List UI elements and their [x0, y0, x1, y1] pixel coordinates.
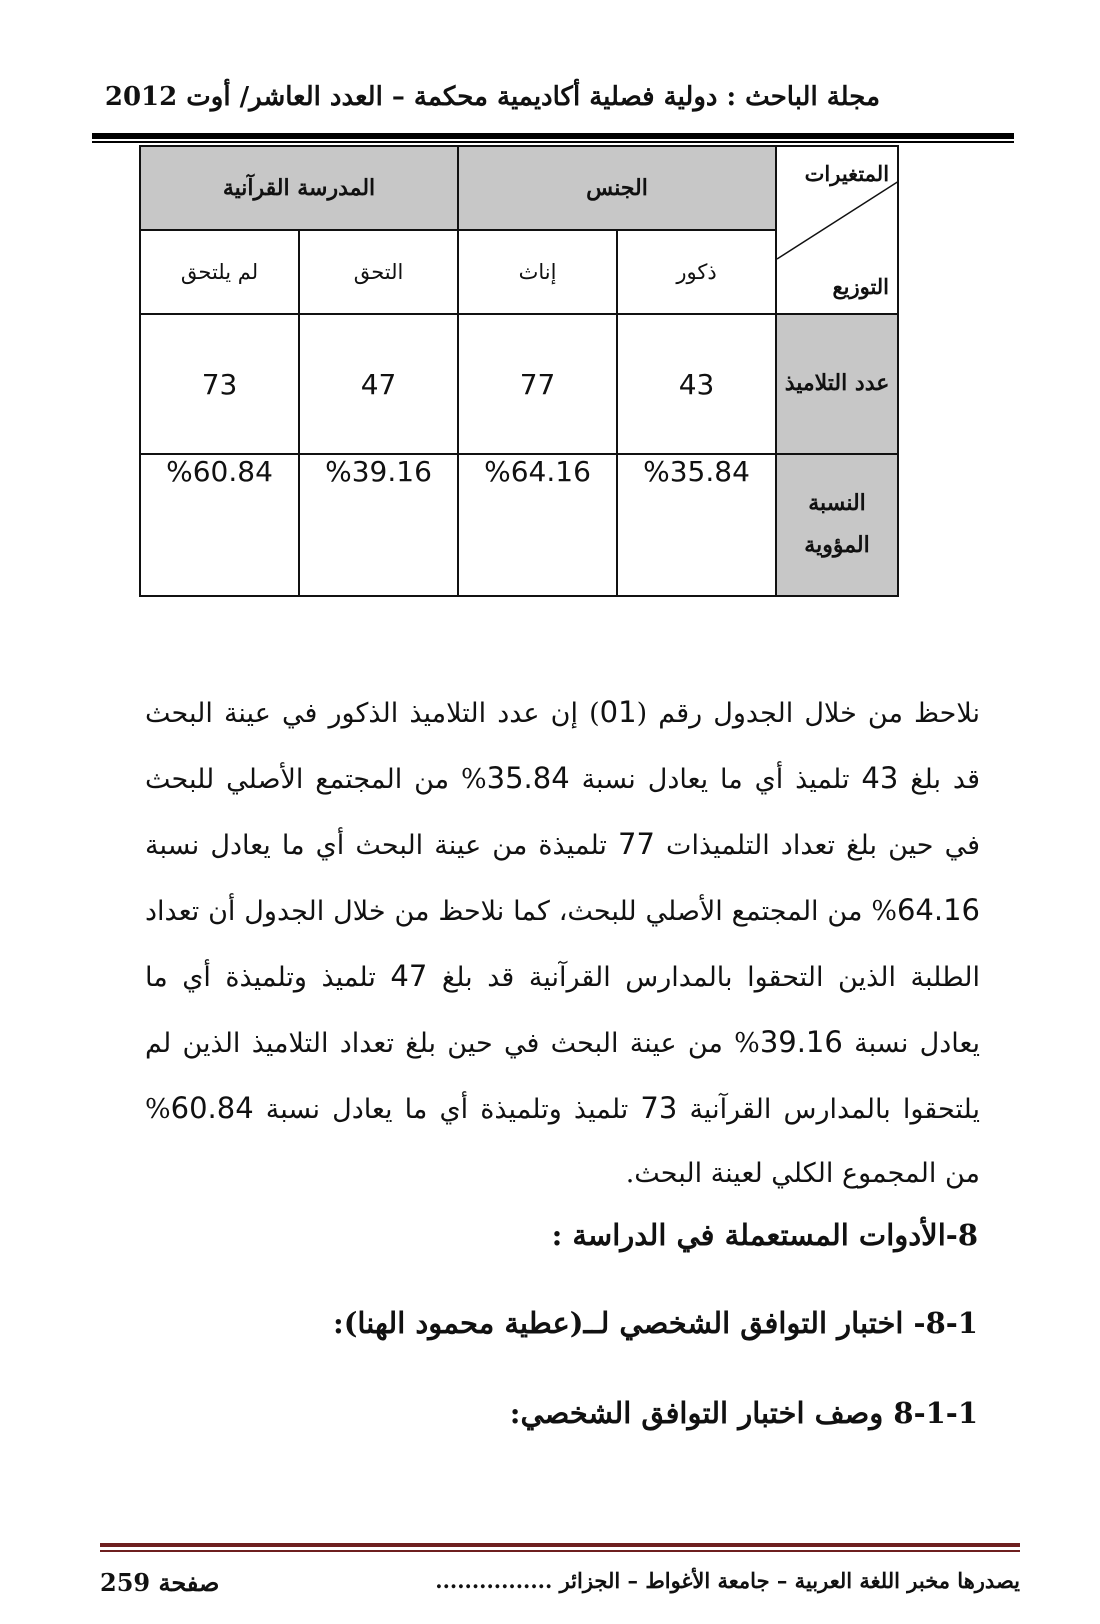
count-females-cell: 77	[458, 314, 617, 454]
para-text: % من المجتمع الأصلي للبحث، كما نلاحظ من خلال الجدول أن تعداد الطلبة الذين التحقوا بالمدارس القرآنية قد بلغ	[145, 896, 980, 993]
page-number: صفحة 259	[100, 1568, 220, 1597]
para-text: تلميذ أي ما يعادل نسبة	[569, 764, 862, 795]
pct-females-cell: %64.16	[458, 454, 617, 596]
para-text: نلاحظ من خلال الجدول رقم (	[636, 698, 980, 729]
para-number: 39.16	[759, 1025, 843, 1059]
row-count-label: عدد التلاميذ	[776, 314, 898, 454]
table-corner-cell	[776, 146, 898, 314]
para-text: تلميذ وتلميذة أي ما يعادل نسبة	[253, 1094, 641, 1125]
para-number: 64.16	[896, 893, 981, 927]
para-number: 77	[618, 827, 655, 861]
table-row	[140, 454, 898, 596]
distribution-table	[139, 145, 899, 597]
corner-distribution-label: التوزيع	[832, 274, 890, 299]
sub-joined-header: التحق	[299, 230, 458, 314]
body-paragraph	[145, 680, 980, 1206]
count-males-cell: 43	[617, 314, 776, 454]
section-heading-test-description: 8-1-1 وصف اختبار التوافق الشخصي:	[509, 1396, 978, 1430]
pct-not-joined-cell: %60.84	[140, 454, 299, 596]
section-heading-tools: 8-الأدوات المستعملة في الدراسة :	[551, 1218, 978, 1252]
para-number: 60.84	[170, 1091, 254, 1125]
sub-not-joined-header: لم يلتحق	[140, 230, 299, 314]
header-rule-thin	[92, 141, 1014, 143]
pct-joined-cell: %39.16	[299, 454, 458, 596]
sub-females-header: إناث	[458, 230, 617, 314]
para-text: % من عينة البحث في حين بلغ تعداد التلاميذ الذين لم يلتحقوا بالمدارس القرآنية	[145, 1028, 980, 1125]
group-gender-header: الجنس	[458, 146, 776, 230]
group-school-header: المدرسة القرآنية	[140, 146, 458, 230]
header-rule-thick	[92, 133, 1014, 139]
sub-males-header: ذكور	[617, 230, 776, 314]
corner-variables-label: المتغيرات	[804, 161, 890, 186]
table-header-row	[140, 146, 898, 230]
footer-rule-thick	[100, 1543, 1020, 1547]
table-row	[140, 314, 898, 454]
section-heading-adjustment-test: 8-1- اختبار التوافق الشخصي لــ(عطية محمود الهنا):	[332, 1306, 978, 1340]
count-joined-cell: 47	[299, 314, 458, 454]
para-text: تلميذة من عينة البحث أي ما يعادل نسبة	[145, 830, 619, 861]
pct-males-cell: %35.84	[617, 454, 776, 596]
para-number: 47	[390, 959, 428, 993]
count-not-joined-cell: 73	[140, 314, 299, 454]
para-number: 35.84	[486, 761, 570, 795]
footer-rule-thin	[100, 1550, 1020, 1552]
para-text: % من المجتمع الأصلي للبحث في حين بلغ تعداد التلميذات	[145, 764, 980, 861]
para-text: تلميذ وتلميذة أي ما يعادل نسبة	[145, 962, 981, 1059]
row-percent-label: النسبة المؤوية	[776, 454, 898, 596]
para-text: ) إن عدد التلاميذ الذكور في عينة البحث قد بلغ	[145, 698, 980, 795]
para-number: 43	[861, 761, 899, 795]
para-text: % من المجموع الكلي لعينة البحث.	[145, 1094, 980, 1189]
footer-publisher: يصدرها مخبر اللغة العربية – جامعة الأغواط – الجزائر ................	[435, 1568, 1020, 1593]
para-number: 73	[640, 1091, 678, 1125]
para-number: 01	[599, 695, 637, 729]
journal-header-title: مجلة الباحث : دولية فصلية أكاديمية محكمة – العدد العاشر/ أوت 2012	[104, 82, 880, 112]
